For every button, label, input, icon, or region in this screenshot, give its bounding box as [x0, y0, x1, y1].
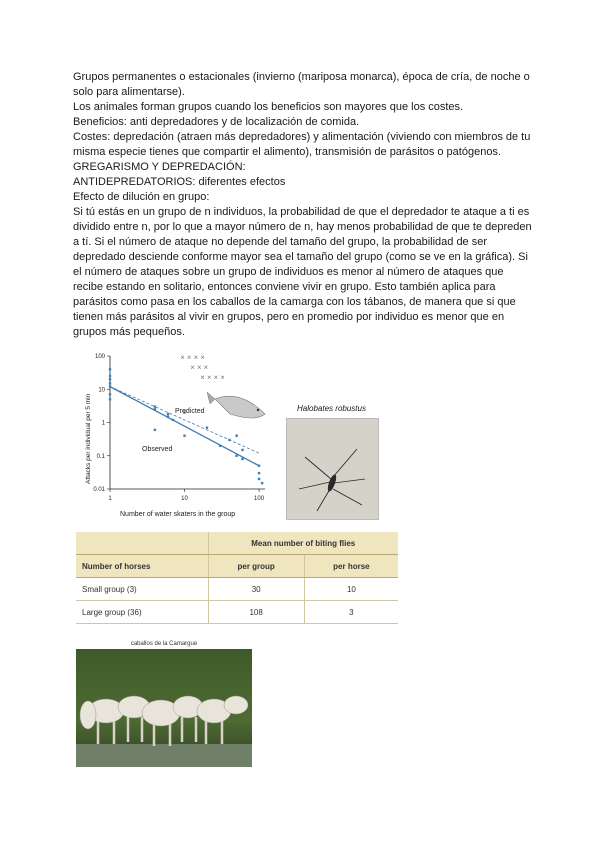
paragraph-benefits: Beneficios: anti depredadores y de localización de comida. — [73, 116, 360, 128]
data-point — [258, 478, 260, 480]
x-tick-label: 100 — [254, 496, 265, 502]
data-point — [109, 378, 111, 380]
data-point — [109, 375, 111, 377]
heading-gregarismo: GREGARISMO Y DEPREDACIÓN: — [73, 161, 246, 173]
y-tick-label: 0.1 — [96, 453, 105, 460]
table-col-horses: Number of horses — [76, 555, 208, 578]
data-point — [228, 439, 230, 441]
data-point — [154, 429, 156, 431]
body-text — [73, 70, 533, 340]
data-point — [167, 413, 169, 415]
data-point — [172, 419, 174, 421]
data-point — [219, 445, 221, 447]
chart-axes — [110, 356, 265, 489]
series-line-predicted — [110, 387, 259, 454]
horses-illustration — [76, 649, 252, 767]
data-point — [183, 435, 185, 437]
legend-predicted: Predicted — [175, 408, 205, 415]
table-col-per-group: per group — [208, 555, 304, 578]
paragraph-benefits-costs: Los animales forman grupos cuando los beneficios son mayores que los costes. — [73, 101, 464, 113]
row-per-group: 30 — [208, 578, 304, 601]
row-label: Small group (3) — [76, 578, 208, 601]
water-skater-illustration — [287, 419, 378, 519]
y-axis-label: Attacks per individual per 5 min — [85, 393, 92, 484]
data-point — [261, 482, 263, 484]
table-row — [76, 601, 398, 624]
chart-ticks — [93, 354, 264, 502]
y-tick-label: 0.01 — [93, 487, 105, 493]
data-point — [258, 465, 260, 467]
table-group-header: Mean number of biting flies — [208, 532, 398, 555]
x-axis-label: Number of water skaters in the group — [120, 511, 236, 518]
y-tick-label: 100 — [94, 354, 105, 360]
data-point — [206, 426, 208, 428]
y-tick-label: 1 — [101, 420, 105, 427]
data-point — [109, 398, 111, 400]
data-point — [258, 472, 260, 474]
x-tick-label: 10 — [181, 496, 188, 502]
chart-points — [109, 368, 264, 484]
biting-flies-table — [76, 532, 398, 624]
water-skater-photo — [286, 418, 379, 520]
data-point — [235, 455, 237, 457]
heading-antidepredatorios: ANTIDEPREDATORIOS: diferentes efectos — [73, 176, 286, 188]
insect-caption: Halobates robustus — [297, 404, 366, 413]
data-point — [109, 393, 111, 395]
data-point — [154, 405, 156, 407]
chart-svg — [80, 344, 275, 524]
y-tick-label: 10 — [98, 387, 105, 394]
camargue-horses-photo — [76, 649, 252, 767]
row-per-horse: 10 — [304, 578, 398, 601]
data-point — [241, 449, 243, 451]
table-col-per-horse: per horse — [304, 555, 398, 578]
row-per-horse: 3 — [304, 601, 398, 624]
attack-rate-chart — [80, 344, 275, 524]
paragraph-costs: Costes: depredación (atraen más depredadores) y alimentación (viviendo con miembros de tu misma especie tienes que compartir el alimento), transmisión de parásitos o patógenos. — [73, 131, 531, 158]
paragraph-dilution: Si tú estás en un grupo de n individuos, la probabilidad de que el depredador te ataque a ti es dividido entre n, por lo que a mayor número de n, hay menos probabilidad de que te depreden a tí. Si el número de ataque no depende del tamaño del grupo, la probabilidad de ser depredado desciende conforme mayor sea el tamaño del grupo (como se ve en la gráfica). Si el número de ataques sobre un grupo de individuos es menor al número de ataques que recibe estando en solitario, entonces conviene vivir en grupo. Esto también aplica para parásitos como pasa en los caballos de la camarga con los tábanos, de manera que si que tienen más parásitos al vivir en grupos, pero en promedio por individuo es menor que en grupos más pequeños. — [73, 206, 532, 338]
data-point — [167, 415, 169, 417]
data-point — [154, 408, 156, 410]
legend-observed: Observed — [142, 446, 173, 453]
data-point — [109, 368, 111, 370]
paragraph-groups: Grupos permanentes o estacionales (invierno (mariposa monarca), época de cría, de noche o solo para alimentarse). — [73, 71, 530, 98]
horses-caption: caballos de la Camargue — [130, 641, 198, 647]
data-point — [109, 385, 111, 387]
data-point — [235, 435, 237, 437]
table-corner — [76, 532, 208, 555]
data-point — [109, 382, 111, 384]
x-tick-label: 1 — [108, 496, 112, 502]
table-row — [76, 578, 398, 601]
row-label: Large group (36) — [76, 601, 208, 624]
svg-text:⨯ ⨯ ⨯ ⨯: ⨯ ⨯ ⨯ ⨯ — [200, 375, 226, 381]
heading-dilution: Efecto de dilución en grupo: — [73, 191, 210, 203]
data-point — [241, 458, 243, 460]
row-per-group: 108 — [208, 601, 304, 624]
svg-text:⨯ ⨯ ⨯: ⨯ ⨯ ⨯ — [190, 365, 209, 371]
svg-text:⨯ ⨯ ⨯ ⨯: ⨯ ⨯ ⨯ ⨯ — [180, 355, 206, 361]
